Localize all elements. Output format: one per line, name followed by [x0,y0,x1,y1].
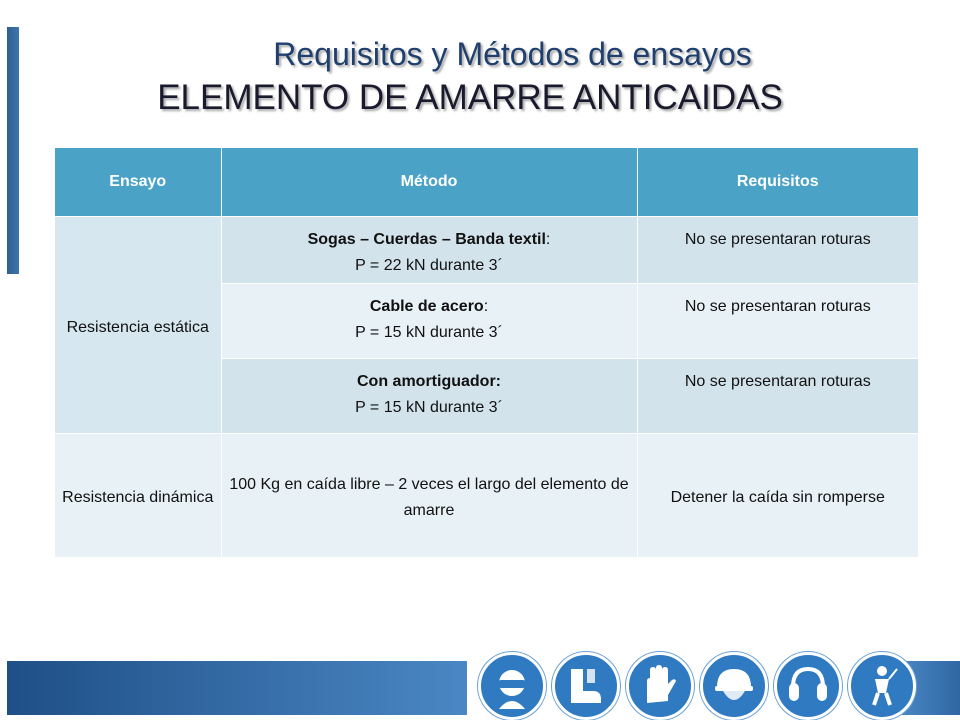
footer-bar [7,661,467,715]
requisito-cell: Detener la caída sin romperse [637,434,918,557]
method-title: Cable de acero [369,298,484,315]
method-cell: 100 Kg en caída libre – 2 veces el largo del elemento de amarre [221,434,637,557]
method-title-suffix: : [545,231,551,248]
table-row [55,434,918,557]
method-value: P = 22 kN durante 3´ [355,257,503,274]
method-cell [221,284,637,359]
requisito-cell: No se presentaran roturas [637,217,918,284]
header-ensayo: Ensayo [55,148,221,217]
table-row [55,217,918,284]
method-title: Con amortiguador: [357,373,501,390]
requisito-cell: No se presentaran roturas [637,284,918,359]
harness-icon [848,652,916,720]
requisito-cell: No se presentaran roturas [637,359,918,434]
requirements-table [55,148,918,557]
method-cell [221,359,637,434]
header-requisitos: Requisitos [637,148,918,217]
method-value: P = 15 kN durante 3´ [355,324,503,341]
header-metodo: Método [221,148,637,217]
ensayo-cell-static: Resistencia estática [55,217,221,434]
method-value: P = 15 kN durante 3´ [355,399,503,416]
page-title-line2: ELEMENTO DE AMARRE ANTICAIDAS [157,78,783,117]
boots-icon [552,652,620,720]
gloves-icon [626,652,694,720]
page-title-line1: Requisitos y Métodos de ensayos [273,36,752,72]
helmet-icon [700,652,768,720]
table-header-row [55,148,918,217]
method-title: Sogas – Cuerdas – Banda textil [307,231,546,248]
eye-protection-icon [478,652,546,720]
method-title-suffix: : [483,298,489,315]
method-cell [221,217,637,284]
ear-protection-icon [774,652,842,720]
ensayo-cell-dynamic: Resistencia dinámica [55,434,221,557]
ppe-icons-row [478,652,916,720]
